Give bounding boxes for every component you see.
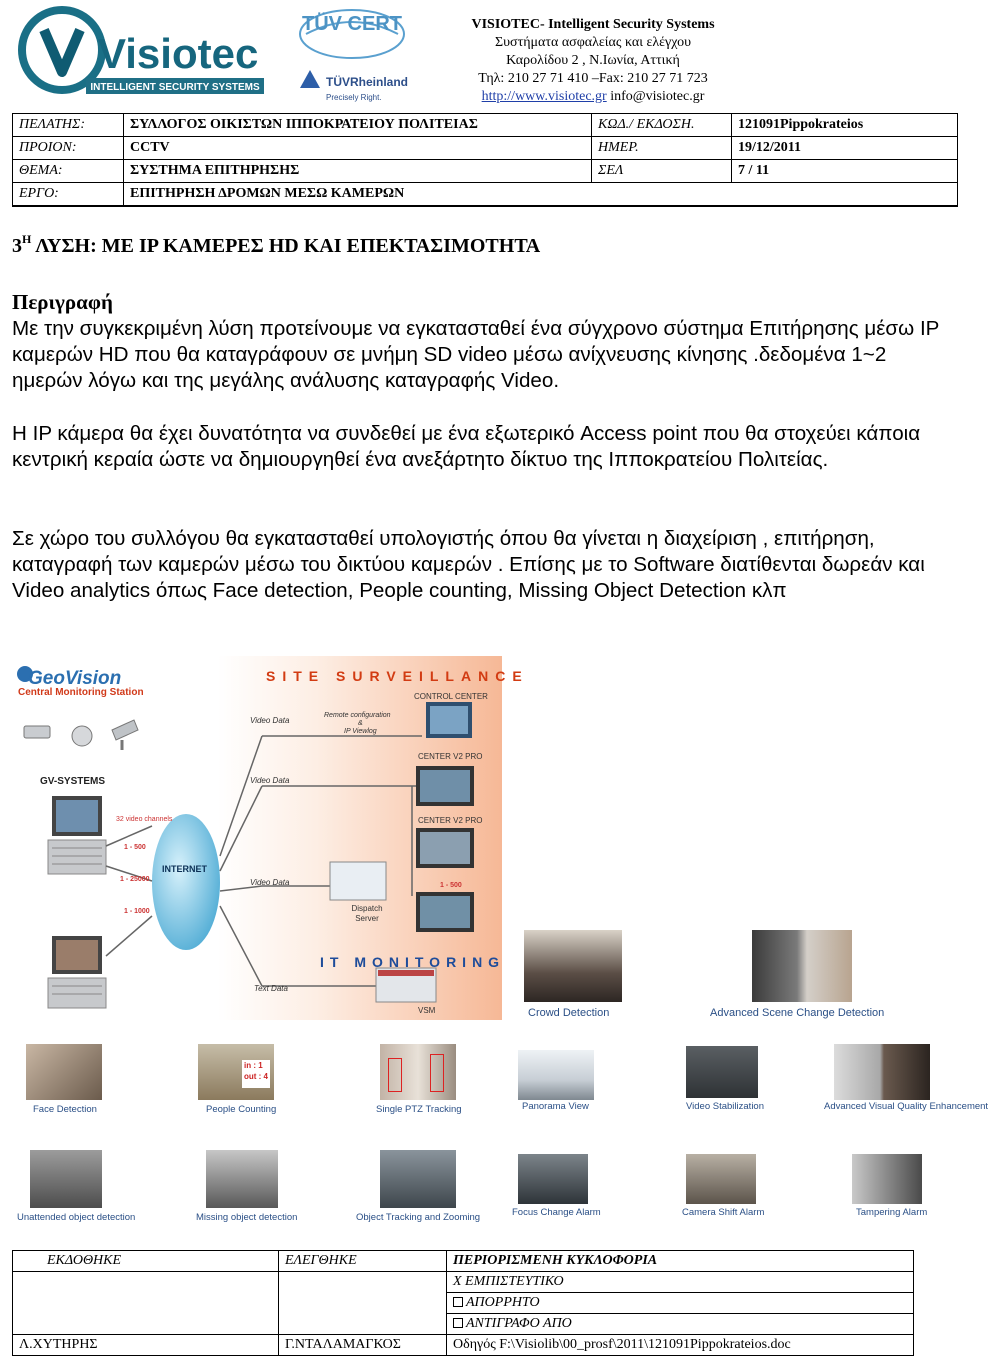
face-detection-caption: Face Detection xyxy=(33,1104,97,1115)
video-data-label-1: Video Data xyxy=(250,716,290,725)
confidential-option: Χ ΕΜΠΙΣΤΕΥΤΙΚΟ xyxy=(447,1272,914,1293)
geovision-brand: GeoVision xyxy=(28,668,122,689)
description-paragraph-1: Με την συγκεκριμένη λύση προτείνουμε να εγκατασταθεί ένα σύγχρονο σύστημα Επιτήρησης μέσω IP καμερών HD που θα καταγράφουν σε μνήμη SD video μέσω ανίχνευσης κίνησης .δεδομένα 1~2 ημερών λόγω και της μεγάλης ανάλυσης καταγραφής Video. xyxy=(12,317,940,392)
dispatch-server-label: Dispatch Server xyxy=(351,904,383,923)
company-info xyxy=(430,16,756,106)
gv-systems-label: GV-SYSTEMS xyxy=(40,776,106,787)
video-channels-label: 32 video channels xyxy=(116,816,173,823)
copy-text: ΑΝΤΙΓΡΑΦΟ ΑΠΟ xyxy=(466,1316,572,1331)
control-center-label: CONTROL CENTER xyxy=(414,692,488,701)
subject-label: ΘΕΜΑ: xyxy=(13,160,124,183)
scene-change-caption: Advanced Scene Change Detection xyxy=(710,1007,885,1019)
video-data-label-3: Video Data xyxy=(250,878,290,887)
description-heading: Περιγραφή xyxy=(12,290,113,314)
range-label-1: 1 - 500 xyxy=(124,844,146,851)
ip-viewlog-label: IP Viewlog xyxy=(344,728,377,735)
gv-system-bottom xyxy=(48,936,106,1008)
panorama-view-image xyxy=(518,1050,594,1100)
video-stabilization-caption: Video Stabilization xyxy=(686,1101,764,1112)
center-pro-label-1: CENTER V2 PRO xyxy=(418,752,483,761)
date-label: ΗΜΕΡ. xyxy=(592,137,732,160)
vsm-label: VSM xyxy=(418,1006,436,1015)
company-address: Καρολίδου 2 , Ν.Ιωνία, Αττική xyxy=(506,53,680,68)
video-data-label-2: Video Data xyxy=(250,776,290,785)
date-value: 19/12/2011 xyxy=(732,137,958,160)
subject-value: ΣΥΣΤΗΜΑ ΕΠΙΤΗΡΗΣΗΣ xyxy=(124,160,592,183)
it-monitoring-title: IT MONITORING xyxy=(320,954,506,970)
code-label: ΚΩΔ./ ΕΚΔΟΣΗ. xyxy=(592,114,732,137)
document-footer-table xyxy=(12,1250,914,1356)
email-text: info@visiotec.gr xyxy=(610,89,705,104)
object-tracking-image xyxy=(380,1150,456,1208)
unattended-object-image xyxy=(30,1150,102,1208)
unattended-object-caption: Unattended object detection xyxy=(17,1212,136,1223)
copy-checkbox[interactable] xyxy=(453,1318,463,1328)
company-contacts xyxy=(430,88,756,106)
tuv-rheinland-text: TÜVRheinland xyxy=(326,75,409,89)
solution-number: 3 xyxy=(12,235,22,257)
ptz-tracking-image xyxy=(380,1044,456,1100)
missing-object-image xyxy=(206,1150,278,1208)
gv-system-top xyxy=(48,796,106,874)
geovision-subtitle: Central Monitoring Station xyxy=(18,687,144,698)
crowd-detection-image xyxy=(524,930,622,1002)
checker-name: Γ.ΝΤΑΛΑΜΑΓΚΟΣ xyxy=(279,1335,447,1356)
panorama-view-caption: Panorama View xyxy=(522,1101,589,1112)
people-count-box xyxy=(242,1060,270,1088)
tuv-cert-text: TÜV CERT xyxy=(302,13,402,35)
product-label: ΠΡΟΙΟΝ: xyxy=(13,137,124,160)
secret-option xyxy=(447,1293,914,1314)
tuv-cert-logo xyxy=(296,4,416,104)
project-label: ΕΡΓΟ: xyxy=(13,183,124,206)
focus-change-caption: Focus Change Alarm xyxy=(512,1207,601,1218)
visiotec-logo xyxy=(16,6,266,98)
checker-cell xyxy=(279,1272,447,1335)
in-count: in : 1 xyxy=(244,1061,263,1070)
checked-label: ΕΛΕΓΘΗΚΕ xyxy=(279,1251,447,1272)
distribution-label: ΠΕΡΙΟΡΙΣΜΕΝΗ ΚΥΚΛΟΦΟΡΙΑ xyxy=(447,1251,914,1272)
code-value: 121091Pippokrateios xyxy=(732,114,958,137)
ampersand-label: & xyxy=(358,720,363,727)
people-counting-image xyxy=(198,1044,274,1100)
company-subtitle: Συστήματα ασφαλείας και ελέγχου xyxy=(494,35,692,50)
range-label-3: 1 - 1000 xyxy=(124,908,150,915)
page-label: ΣΕΛ xyxy=(592,160,732,183)
company-phone-fax: Τηλ: 210 27 71 410 –Fax: 210 27 71 723 xyxy=(478,71,708,86)
solution-superscript: Η xyxy=(22,232,32,246)
video-stabilization-image xyxy=(686,1046,758,1098)
focus-change-image xyxy=(518,1154,588,1204)
logo-wordmark: Visiotec xyxy=(98,30,259,77)
page-value: 7 / 11 xyxy=(732,160,958,183)
range-label-4: 1 - 500 xyxy=(440,882,462,889)
camera-shift-caption: Camera Shift Alarm xyxy=(682,1207,765,1218)
tampering-image xyxy=(852,1154,922,1204)
object-tracking-caption: Object Tracking and Zooming xyxy=(356,1212,481,1223)
ptz-tracking-caption: Single PTZ Tracking xyxy=(376,1104,462,1115)
document-meta-table xyxy=(12,113,958,207)
remote-config-label: Remote configuration xyxy=(324,712,391,719)
copy-option xyxy=(447,1314,914,1335)
client-value: ΣΥΛΛΟΓΟΣ ΟΙΚΙΣΤΩΝ ΙΠΠΟΚΡΑΤΕΙΟΥ ΠΟΛΙΤΕΙΑΣ xyxy=(124,114,592,137)
center-pro-label-2: CENTER V2 PRO xyxy=(418,816,483,825)
description-paragraph-2: Η IP κάμερα θα έχει δυνατότητα να συνδεθεί με ένα εξωτερικό Access point που θα στοχεύει κάποια κεντρική κεραία ώστε να δημιουργηθεί ένα ανεξάρτητο δίκτυο της Ιπποκρατείου Πολιτείας. xyxy=(12,422,921,471)
logo-tagline: INTELLIGENT SECURITY SYSTEMS xyxy=(90,82,260,93)
tuv-tagline: Precisely Right. xyxy=(326,93,382,102)
visual-quality-caption: Advanced Visual Quality Enhancement xyxy=(824,1101,988,1112)
solution-title-text: ΛΥΣΗ: ΜΕ IP ΚΑΜΕΡΕΣ HD ΚΑΙ ΕΠΕΚΤΑΣΙΜΟΤΗΤΑ xyxy=(31,235,541,257)
crowd-detection-caption: Crowd Detection xyxy=(528,1007,610,1019)
secret-checkbox[interactable] xyxy=(453,1297,463,1307)
product-value: CCTV xyxy=(124,137,592,160)
scene-change-image xyxy=(752,930,852,1002)
description-paragraph-3: Σε χώρο του συλλόγου θα εγκατασταθεί υπολογιστής όπου θα γίνεται η διαχείριση , επιτήρηση, καταγραφή των καμερών μέσω του δικτύου καμερών . Επίσης με το Software διατίθενται δωρεάν και Video analytics όπως Face detection, People counting, Missing Object Detection κλπ xyxy=(12,527,925,602)
project-value: ΕΠΙΤΗΡΗΣΗ ΔΡΟΜΩΝ ΜΕΣΩ ΚΑΜΕΡΩΝ xyxy=(124,183,958,206)
out-count: out : 4 xyxy=(244,1072,268,1081)
company-name: VISIOTEC- Intelligent Security Systems xyxy=(471,17,715,32)
geovision-network-diagram xyxy=(12,656,529,1020)
issued-label: ΕΚΔΟΘΗΚΕ xyxy=(13,1251,279,1272)
issuer-cell xyxy=(13,1272,279,1335)
visual-quality-image xyxy=(834,1044,930,1100)
tampering-caption: Tampering Alarm xyxy=(856,1207,928,1218)
range-label-2: 1 - 25000 xyxy=(120,876,150,883)
client-label: ΠΕΛΑΤΗΣ: xyxy=(13,114,124,137)
file-path: Οδηγός F:\Visiolib\00_prosf\2011\121091Pippokrateios.doc xyxy=(447,1335,914,1356)
missing-object-caption: Missing object detection xyxy=(196,1212,298,1223)
site-surveillance-title: SITE SURVEILLANCE xyxy=(266,668,529,684)
secret-text: ΑΠΟΡΡΗΤΟ xyxy=(466,1295,540,1310)
website-link[interactable]: http://www.visiotec.gr xyxy=(481,89,607,104)
people-counting-caption: People Counting xyxy=(206,1104,277,1115)
camera-shift-image xyxy=(686,1154,756,1204)
face-detection-image xyxy=(26,1044,102,1100)
text-data-label: Text Data xyxy=(254,984,288,993)
solution-title xyxy=(12,232,540,258)
issuer-name: Λ.ΧΥΤΗΡΗΣ xyxy=(13,1335,279,1356)
internet-label: INTERNET xyxy=(162,864,207,874)
